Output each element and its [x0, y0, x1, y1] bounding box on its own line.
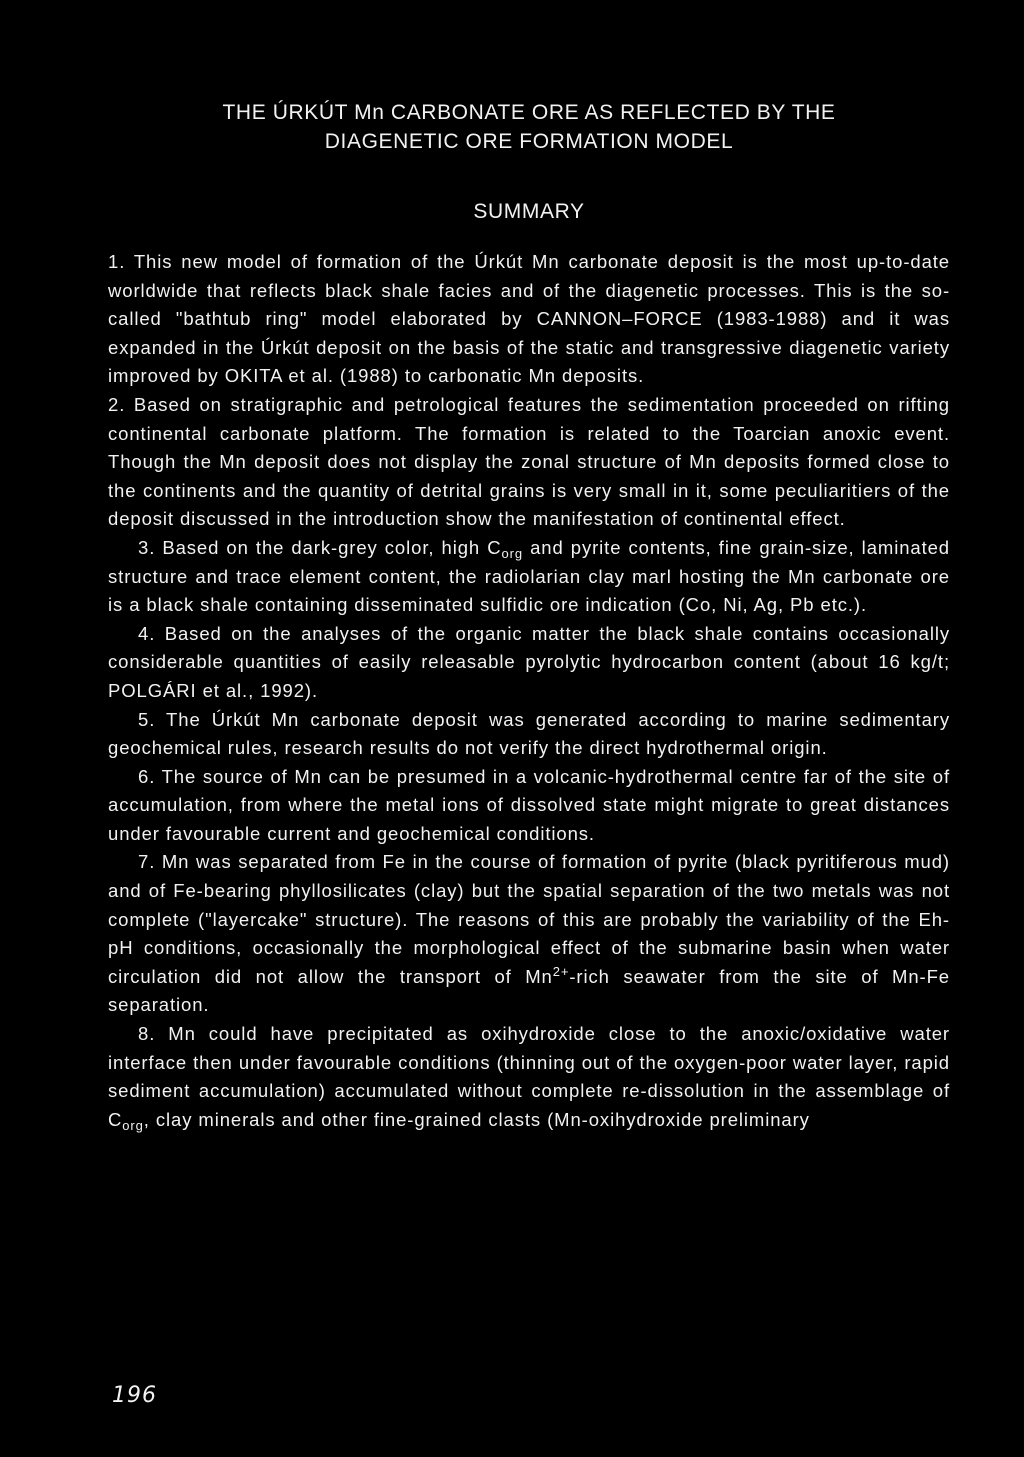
paragraph-8-text-b: , clay minerals and other fine-grained clasts (Mn-oxihydroxide preliminary — [143, 1108, 810, 1130]
paragraph-8-subscript: org — [122, 1117, 144, 1133]
paragraph-7 — [108, 848, 950, 1020]
title-line-1: THE ÚRKÚT Mn CARBONATE ORE AS REFLECTED BY THE — [222, 101, 836, 124]
paragraph-5: 5. The Úrkút Mn carbonate deposit was generated according to marine sedimentary geochemical rules, research results do not verify the direct hydrothermal origin. — [108, 708, 950, 759]
paragraph-7-text-a: 7. Mn was separated from Fe in the course of formation of pyrite (black pyritiferous mud) and of Fe-bearing phyllosilicates (clay) but the spatial separation of the two metals was not complete ("layercake" structure). The reasons of this are probably the variability of the Eh-pH conditions, occasionally the morphological effect of the submarine basin when water circulation did not allow the transport of Mn — [108, 851, 950, 987]
paragraph-2: 2. Based on stratigraphic and petrological features the sedimentation proceeded on rifting continental carbonate platform. The formation is related to the Toarcian anoxic event. Though the Mn deposit does not display the zonal structure of Mn deposits formed close to the continents and the quantity of detrital grains is very small in it, some peculiaritiers of the deposit discussed in the introduction show the manifestation of continental effect. — [108, 393, 950, 530]
paragraph-7-superscript: 2+ — [552, 963, 570, 979]
paragraph-3-text-a: 3. Based on the dark-grey color, high C — [138, 536, 502, 558]
paragraph-3-subscript: org — [501, 545, 523, 561]
paragraph-4: 4. Based on the analyses of the organic matter the black shale contains occasionally considerable quantities of easily releasable pyrolytic hydrocarbon content (about 16 kg/t; POLGÁRI et al., 1992). — [108, 622, 950, 701]
paragraph-7-text-b: -rich seawater from the site of Mn-Fe separation. — [108, 965, 950, 1016]
paragraph-3-text-b: and pyrite contents, fine grain-size, laminated structure and trace element content, the radiolarian clay marl hosting the Mn carbonate ore is a black shale containing disseminated sulfidic ore indication (Co, Ni, Ag, Pb etc.). — [108, 536, 950, 616]
paragraph-8 — [108, 1020, 950, 1134]
paragraph-8-text-a: 8. Mn could have precipitated as oxihydroxide close to the anoxic/oxidative water interface then under favourable conditions (thinning out of the oxygen-poor water layer, rapid sediment accumulation) accumulated without complete re-dissolution in the assemblage of C — [108, 1023, 950, 1130]
paragraph-3 — [108, 534, 950, 620]
summary-heading: SUMMARY — [473, 200, 585, 223]
page-number: 196 — [112, 1383, 157, 1408]
page-body — [108, 98, 950, 1134]
paragraph-6: 6. The source of Mn can be presumed in a volcanic-hydrothermal centre far of the site of accumulation, from where the metal ions of dissolved state might migrate to great distances under favourable current and geochemical conditions. — [108, 765, 950, 844]
document-title — [108, 98, 950, 156]
paragraph-1: 1. This new model of formation of the Úrkút Mn carbonate deposit is the most up-to-date worldwide that reflects black shale facies and of the diagenetic processes. This is the so-called "bathtub ring" model elaborated by CANNON–FORCE (1983-1988) and it was expanded in the Úrkút deposit on the basis of the static and transgressive diagenetic variety improved by OKITA et al. (1988) to carbonatic Mn deposits. — [108, 251, 950, 387]
title-line-2: DIAGENETIC ORE FORMATION MODEL — [324, 130, 734, 153]
